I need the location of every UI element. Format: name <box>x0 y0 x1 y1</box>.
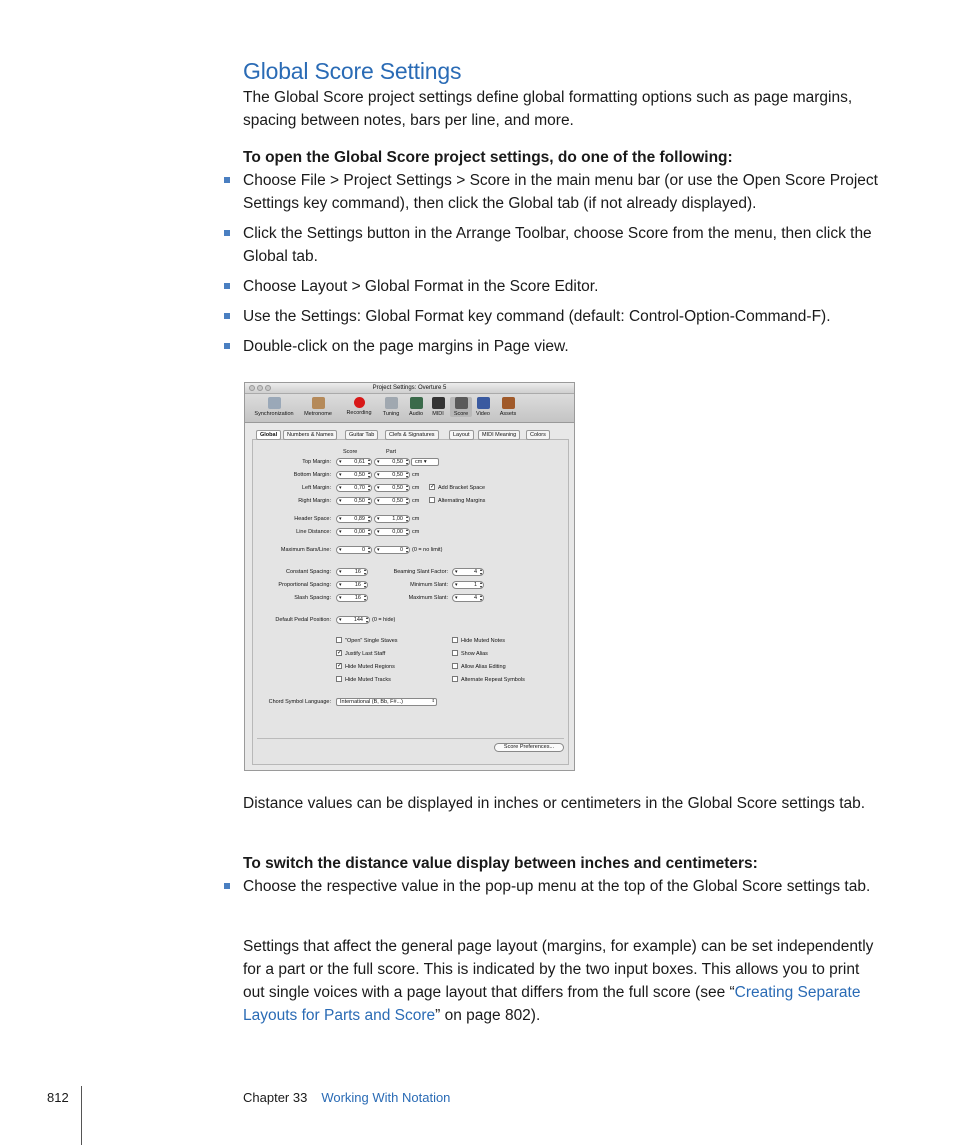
toolbar-midi[interactable]: MIDI <box>428 397 448 417</box>
minimum-slant-label: Minimum Slant: <box>410 582 448 588</box>
hide-muted-notes-checkbox[interactable] <box>452 637 458 643</box>
alternate-repeat-symbols-checkbox[interactable] <box>452 676 458 682</box>
line-distance-label: Line Distance: <box>296 529 331 535</box>
checkbox-label: "Open" Single Staves <box>345 638 398 644</box>
top-margin-label: Top Margin: <box>302 459 331 465</box>
bullet-icon <box>224 177 230 183</box>
footer-divider <box>81 1086 82 1145</box>
units-popup[interactable]: cm ▾ <box>411 458 439 466</box>
switch-heading: To switch the distance value display between inches and centimeters: <box>243 855 758 872</box>
creating-layouts-link[interactable]: Creating Separate Layouts for Parts and Score <box>243 984 861 1024</box>
beaming-slant-label: Beaming Slant Factor: <box>393 569 448 575</box>
metronome-icon <box>312 397 325 409</box>
add-bracket-space-checkbox[interactable]: ✓ <box>430 484 436 490</box>
add-bracket-space-label: Add Bracket Space <box>438 485 486 491</box>
distance-paragraph: Distance values can be displayed in inches or centimeters in the Global Score settings tab. <box>243 795 866 812</box>
header-space-score-field[interactable]: ▾ 0,89 ▴ ▾ <box>336 515 372 523</box>
tab-guitar-tab[interactable]: Guitar Tab <box>345 430 378 440</box>
max-bars-label: Maximum Bars/Line: <box>280 547 331 553</box>
toolbar-synchronization[interactable]: Synchronization <box>251 397 297 417</box>
tab-colors[interactable]: Colors <box>526 430 550 440</box>
right-margin-label: Right Margin: <box>298 498 331 504</box>
tab-numbers-names[interactable]: Numbers & Names <box>283 430 337 440</box>
show-alias-checkbox[interactable] <box>452 650 458 656</box>
window-title: Project Settings: Overture 5 <box>372 385 447 391</box>
open-single-staves-checkbox[interactable] <box>336 637 342 643</box>
header-space-part-field[interactable]: ▾ 1,00 ▴ ▾ <box>374 515 410 523</box>
unit-label: cm <box>412 529 420 535</box>
column-part-label: Part <box>386 449 397 455</box>
toolbar-assets[interactable]: Assets <box>496 397 520 417</box>
pedal-position-hint: (0 = hide) <box>372 617 396 623</box>
page-title: Global Score Settings <box>243 58 462 84</box>
global-tab-panel <box>252 439 569 765</box>
tab-global[interactable]: Global <box>256 430 281 440</box>
briefcase-icon <box>502 397 515 409</box>
max-bars-hint: (0 = no limit) <box>412 547 443 553</box>
tab-layout[interactable]: Layout <box>449 430 474 440</box>
line-distance-part-field[interactable]: ▾ 0,00 ▴ ▾ <box>374 528 410 536</box>
constant-spacing-field[interactable]: ▾ 16 ▴ ▾ <box>336 568 368 576</box>
toolbar-video[interactable]: Video <box>473 397 493 417</box>
bottom-margin-score-field[interactable]: ▾ 0,50 ▴ ▾ <box>336 471 372 479</box>
pedal-position-label: Default Pedal Position: <box>275 617 331 623</box>
right-margin-score-field[interactable]: ▾ 0,50 ▴ ▾ <box>336 497 372 505</box>
checkbox-label: Hide Muted Tracks <box>345 677 391 683</box>
left-margin-label: Left Margin: <box>301 485 331 491</box>
settings-toolbar <box>245 394 574 423</box>
toolbar-tuning[interactable]: Tuning <box>379 397 403 417</box>
record-icon <box>354 397 365 408</box>
max-bars-part-field[interactable]: ▾ 0 ▴ ▾ <box>374 546 410 554</box>
left-margin-score-field[interactable]: ▾ 0,70 ▴ ▾ <box>336 484 372 492</box>
alternating-margins-label: Alternating Margins <box>438 498 486 504</box>
hide-muted-regions-checkbox[interactable]: ✓ <box>337 663 343 669</box>
unit-label: cm <box>412 498 420 504</box>
toolbar-audio[interactable]: Audio <box>406 397 426 417</box>
open-heading: To open the Global Score project settings, do one of the following: <box>243 149 733 166</box>
divider <box>257 738 564 739</box>
toolbar-recording[interactable]: Recording <box>343 397 375 416</box>
unit-label: cm <box>412 516 420 522</box>
final-paragraph: Settings that affect the general page layout (margins, for example) can be set independently for a part or the full score. This is indicated by the two input boxes. This allows you to print out single voices with a page layout that differs from the full score (see “Creating Separate Layouts for Parts and Score” on page 802). <box>243 938 874 1024</box>
bullet-icon <box>224 343 230 349</box>
sync-icon <box>268 397 281 409</box>
tuning-fork-icon <box>385 397 398 409</box>
midi-icon <box>432 397 445 409</box>
bullet-icon <box>224 283 230 289</box>
slash-spacing-label: Slash Spacing: <box>294 595 331 601</box>
line-distance-score-field[interactable]: ▾ 0,00 ▴ ▾ <box>336 528 372 536</box>
chord-language-popup[interactable]: International (B, Bb, F#...) ⇕ <box>336 698 437 706</box>
toolbar-metronome[interactable]: Metronome <box>303 397 333 417</box>
window-titlebar <box>245 383 574 394</box>
max-bars-score-field[interactable]: ▾ 0 ▴ ▾ <box>336 546 372 554</box>
unit-label: cm <box>412 472 420 478</box>
score-icon <box>455 397 468 409</box>
beaming-slant-field[interactable]: ▾ 4 ▴ ▾ <box>452 568 484 576</box>
left-margin-part-field[interactable]: ▾ 0,50 ▴ ▾ <box>374 484 410 492</box>
proportional-spacing-field[interactable]: ▾ 16 ▴ ▾ <box>336 581 368 589</box>
alternating-margins-checkbox[interactable] <box>429 497 435 503</box>
header-space-label: Header Space: <box>294 516 331 522</box>
footer-chapter: Chapter 33 Working With Notation <box>243 1090 451 1105</box>
tab-midi-meaning[interactable]: MIDI Meaning <box>478 430 520 440</box>
minimum-slant-field[interactable]: ▾ 1 ▴ ▾ <box>452 581 484 589</box>
constant-spacing-label: Constant Spacing: <box>286 569 331 575</box>
slash-spacing-field[interactable]: ▾ 16 ▴ ▾ <box>336 594 368 602</box>
checkbox-label: Hide Muted Regions <box>345 664 395 670</box>
checkbox-label: Allow Alias Editing <box>461 664 506 670</box>
score-preferences-button[interactable]: Score Preferences... <box>494 743 564 752</box>
tab-clefs-signatures[interactable]: Clefs & Signatures <box>385 430 439 440</box>
maximum-slant-field[interactable]: ▾ 4 ▴ ▾ <box>452 594 484 602</box>
bottom-margin-part-field[interactable]: ▾ 0,50 ▴ ▾ <box>374 471 410 479</box>
maximum-slant-label: Maximum Slant: <box>408 595 448 601</box>
chapter-title-link[interactable]: Working With Notation <box>321 1090 451 1105</box>
bullet-icon <box>224 230 230 236</box>
chord-language-label: Chord Symbol Language: <box>268 699 331 705</box>
right-margin-part-field[interactable]: ▾ 0,50 ▴ ▾ <box>374 497 410 505</box>
video-icon <box>477 397 490 409</box>
bullet-icon <box>224 883 230 889</box>
bullet-icon <box>224 313 230 319</box>
checkbox-label: Hide Muted Notes <box>461 638 506 644</box>
top-margin-score-field[interactable]: ▾ 0,61 ▴ ▾ <box>336 458 372 466</box>
pedal-position-field[interactable]: ▾ 144 ▴ ▾ <box>336 616 370 624</box>
checkbox-label: Alternate Repeat Symbols <box>461 677 525 683</box>
allow-alias-editing-checkbox[interactable] <box>452 663 458 669</box>
hide-muted-tracks-checkbox[interactable] <box>336 676 342 682</box>
column-score-label: Score <box>343 449 358 455</box>
audio-icon <box>410 397 423 409</box>
top-margin-part-field[interactable]: ▾ 0,50 ▴ ▾ <box>374 458 410 466</box>
toolbar-score[interactable]: Score <box>450 397 472 417</box>
checkbox-label: Justify Last Staff <box>345 651 386 657</box>
unit-label: cm <box>412 485 420 491</box>
intro-paragraph: The Global Score project settings define global formatting options such as page margins, spacing between notes, bars per line, and more. <box>243 89 853 129</box>
project-settings-window <box>244 382 575 771</box>
justify-last-staff-checkbox[interactable]: ✓ <box>337 650 343 656</box>
bottom-margin-label: Bottom Margin: <box>293 472 331 478</box>
proportional-spacing-label: Proportional Spacing: <box>278 582 331 588</box>
page-number: 812 <box>47 1090 69 1105</box>
checkbox-label: Show Alias <box>461 651 488 657</box>
